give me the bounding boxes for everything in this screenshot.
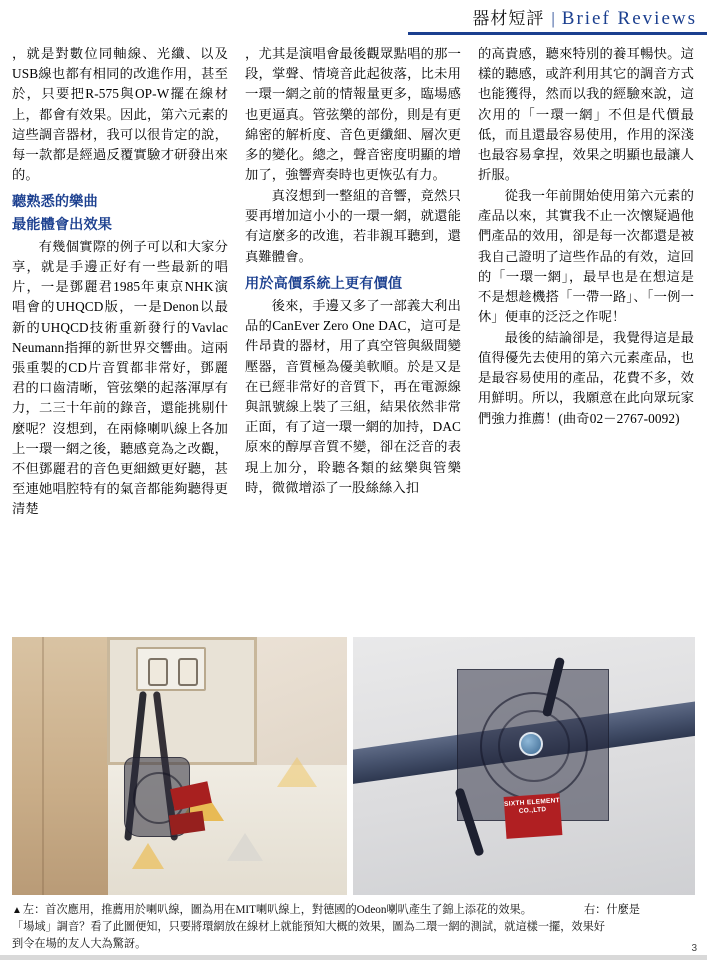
binding-post-left xyxy=(148,658,168,686)
ring-badge-icon xyxy=(519,732,543,756)
article-columns xyxy=(12,44,695,634)
product-red-label: SIXTH ELEMENT CO.,LTD xyxy=(504,793,563,839)
header-title-chinese: 器材短評 xyxy=(472,9,545,29)
page-number: 3 xyxy=(691,943,697,954)
photo-row xyxy=(12,637,695,895)
header-separator: | xyxy=(551,9,555,28)
col3-paragraph-3: 最後的結論卻是，我覺得這是最值得優先去使用的第六元素產品，也是最容易使用的產品，花費不多，效用鮮明。所以，我願意在此向眾玩家們強力推薦！(曲奇02－2767-0092) xyxy=(478,329,694,426)
col2-paragraph-1: ，尤其是演唱會最後觀眾點唱的那一段，掌聲、情境音此起彼落，比未用一環一網之前的情報量更多，臨場感也更逼真。管弦樂的部份，則是有更綿密的解析度、音色更纖細、層次更多的變化。總之，聲音密度明顯的增加了，強響齊奏時也更恢弘有力。 xyxy=(245,46,461,183)
caption-line-1: 左：首次應用，推薦用於喇叭線，圖為用在MIT喇叭線上，對德國的Odeon喇叭產生了錦上添花的效果。 xyxy=(22,904,532,916)
decor-triangle-4 xyxy=(277,757,317,787)
col3-paragraph-2: 從我一年前開始使用第六元素的產品以來，其實我不止一次懷疑過他們產品的效用，卻是每一次都還是被我自己證明了這些作品的有效，這回的「一環一網」，最早也是在想這是不是想趁機搭「一帶一路」、「一例一休」便車的泛泛之作呢！ xyxy=(478,187,694,325)
caption-marker: ▲ xyxy=(12,905,22,916)
caption-line-1-right: 右：什麼是 xyxy=(583,904,640,916)
col2-paragraph-2: 真沒想到一整組的音響，竟然只要再增加這小小的一環一網，就還能有這麼多的改進，若非親耳聽到，還真難體會。 xyxy=(245,187,461,264)
col3-paragraph-1: 的高貴感，聽來特別的養耳暢快。這樣的聽感，或許利用其它的調音方式也能獲得，然而以我的經驗來說，這次用的「一環一網」不但是代價最低，而且還最容易使用，作用的深淺也最容易拿捏，效果之明顯也最讓人折服。 xyxy=(478,46,694,183)
page-header xyxy=(0,0,707,36)
decor-triangle-2 xyxy=(227,833,263,861)
header-title-english: Brief Reviews xyxy=(561,8,697,29)
caption-line-3: 到令在場的友人大為驚訝。 xyxy=(12,937,147,950)
caption-line-2: 「場域」調音？看了此圖便知，只要將環網放在線材上就能預知大概的效果，圖為二環一網的測試，就這樣一擺，效果好 xyxy=(12,920,605,933)
col1-heading-1: 聽熟悉的樂曲 xyxy=(12,194,98,211)
column-1 xyxy=(12,44,228,634)
photo-caption xyxy=(12,902,695,952)
col2-paragraph-3: 後來，手邊又多了一部義大利出品的CanEver Zero One DAC，這可是件昂貴的器材，用了真空管與級間變壓器，音質極為優美軟順。於是又是在已經非常好的音質下，再在電源線與訊號線上裝了三組，結果依然非常正面，有了這一環一網的加持，DAC原來的醇厚音質不變，卻在泛音的表現上加分，聆聽各類的絃樂與管樂時，微微增添了一股絲絲入扣 xyxy=(245,297,461,495)
col1-heading-2: 最能體會出效果 xyxy=(12,216,113,233)
binding-post-right xyxy=(178,658,198,686)
header-title-group xyxy=(472,4,697,30)
decor-triangle-3 xyxy=(132,843,164,869)
column-2 xyxy=(245,44,461,634)
photo-left-speaker-cable xyxy=(12,637,347,895)
header-rule xyxy=(408,32,707,35)
col1-paragraph-1: ，就是對數位同軸線、光纖、以及USB線也都有相同的改進作用，甚至於，只要把R-575與OP-W擺在線材上，都會有效果。因此，第六元素的這些調音器材，我可以很肯定的說，每一款都是經過反覆實驗才研發出來的。 xyxy=(12,46,228,183)
photo-right-ring-net-test xyxy=(353,637,695,895)
wooden-wall xyxy=(12,637,108,895)
column-3 xyxy=(478,44,694,634)
col2-heading-1: 用於高價系統上更有價值 xyxy=(245,275,403,292)
speaker-terminal-plate xyxy=(136,647,206,691)
col1-paragraph-2: 有幾個實際的例子可以和大家分享，就是手邊正好有一些最新的唱片，一是鄧麗君1985年東京NHK演唱會的UHQCD版，一是Denon以最新的UHQCD技術重新發行的Vavlac Neumann指揮的新世界交響曲。這兩張重製的CD片音質都非常好，鄧麗君的口齒清晰，管弦樂的起落渾厚有力，二三十年前的錄音，還能挑剔什麼呢？沒想到，在兩條喇叭線上各加上一環一網之後，聽感竟為之改觀，不但鄧麗君的音色更細緻更好聽，甚至連她唱腔特有的氣音都能夠聽得更清楚 xyxy=(12,238,228,517)
footer-bar xyxy=(0,955,707,960)
